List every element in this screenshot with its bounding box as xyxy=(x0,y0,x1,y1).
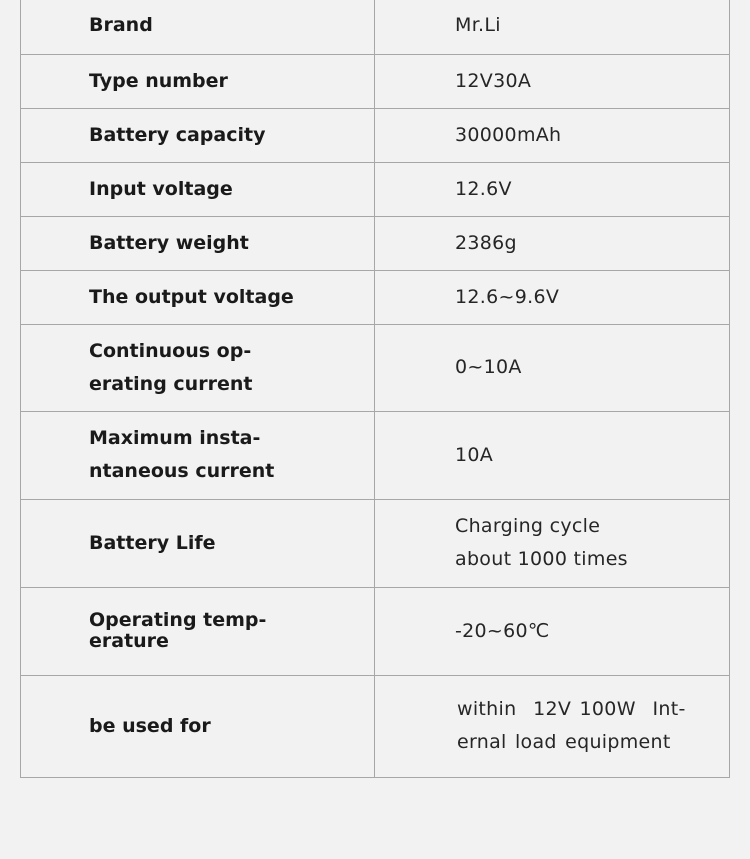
spec-row-output-voltage xyxy=(21,270,730,324)
spec-value-text: ernal load equipment xyxy=(457,731,671,753)
spec-label-text: The output voltage xyxy=(89,285,294,308)
spec-label xyxy=(21,108,375,162)
spec-value xyxy=(375,324,730,411)
spec-label-text: Battery capacity xyxy=(89,123,266,146)
spec-label xyxy=(21,411,375,499)
spec-value-text: Mr.Li xyxy=(455,14,501,37)
spec-label xyxy=(21,587,375,675)
spec-row-type-number xyxy=(21,54,730,108)
spec-row-operating-temperature xyxy=(21,587,730,675)
spec-label-text: Type number xyxy=(89,69,228,92)
spec-value-text: 12.6~9.6V xyxy=(455,285,560,308)
spec-value xyxy=(375,411,730,499)
spec-value xyxy=(375,0,730,54)
spec-value-text: within 12V 100W Int- xyxy=(457,698,686,720)
spec-row-input-voltage xyxy=(21,162,730,216)
spec-value xyxy=(375,216,730,270)
spec-value-text: 10A xyxy=(455,443,494,466)
spec-label-text: ntaneous current xyxy=(89,460,275,482)
spec-label xyxy=(21,216,375,270)
spec-label-text: Brand xyxy=(89,14,153,37)
spec-value xyxy=(375,162,730,216)
spec-label-text: Input voltage xyxy=(89,177,233,200)
spec-label-text: erature xyxy=(89,630,169,652)
spec-row-brand xyxy=(21,0,730,54)
spec-label-text: Battery weight xyxy=(89,231,249,254)
spec-label xyxy=(21,324,375,411)
spec-row-battery-weight xyxy=(21,216,730,270)
spec-value-text: 30000mAh xyxy=(455,123,562,146)
spec-table xyxy=(20,0,730,778)
spec-value xyxy=(375,108,730,162)
spec-value-text: 12.6V xyxy=(455,177,512,200)
spec-label-text: erating current xyxy=(89,372,253,395)
spec-value xyxy=(375,675,730,777)
spec-value-text: -20~60℃ xyxy=(455,619,550,642)
spec-value-text: Charging cycle xyxy=(455,515,601,537)
spec-label-text: be used for xyxy=(89,714,211,737)
spec-value xyxy=(375,499,730,587)
spec-label xyxy=(21,499,375,587)
spec-label xyxy=(21,54,375,108)
spec-row-battery-life xyxy=(21,499,730,587)
spec-value xyxy=(375,54,730,108)
spec-label xyxy=(21,162,375,216)
spec-label-text: Maximum insta- xyxy=(89,427,261,449)
spec-value-text: 0~10A xyxy=(455,356,522,378)
spec-value xyxy=(375,270,730,324)
spec-value xyxy=(375,587,730,675)
spec-label-text: Continuous op- xyxy=(89,339,252,362)
spec-label-text: Operating temp- xyxy=(89,609,267,631)
spec-label-text: Battery Life xyxy=(89,531,216,554)
spec-value-text: 2386g xyxy=(455,231,517,254)
spec-row-continuous-current xyxy=(21,324,730,411)
spec-value-text: about 1000 times xyxy=(455,548,628,570)
spec-label xyxy=(21,675,375,777)
spec-row-battery-capacity xyxy=(21,108,730,162)
spec-label xyxy=(21,0,375,54)
spec-value-text: 12V30A xyxy=(455,69,532,92)
spec-label xyxy=(21,270,375,324)
spec-row-maximum-current xyxy=(21,411,730,499)
spec-row-used-for xyxy=(21,675,730,777)
